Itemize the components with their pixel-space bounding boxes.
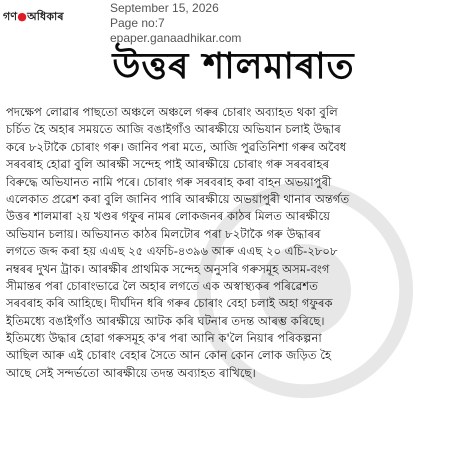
article-line: কৰে ৮২টাকৈ চোৰাং গৰু। জানিব পৰা মতে, আজি পুৱতিনিশা গৰুৰ অবৈধ <box>6 139 347 154</box>
article-line: এলেকাত প্ৰৱেশ কৰা বুলি জানিব পাৰি আৰক্ষীয়ে অভয়াপুৰী থানাৰ অন্তৰ্গত <box>6 191 350 206</box>
article-line: সৰবৰাহ কৰি আহিছে। দীৰ্ঘদিন ধৰি গৰুৰ চোৰাং বেহা চলাই অহা গফুৰক <box>6 296 333 311</box>
logo-dot-icon: ● <box>17 10 28 23</box>
edition-date: September 15, 2026 <box>110 1 219 15</box>
article-line: আছিল আৰু এই চোৰাং বেহাৰ সৈতে আন কোন কোন লোক জড়িত হৈ <box>6 348 332 363</box>
page-number: Page no:7 <box>110 16 165 30</box>
page-meta <box>110 1 241 46</box>
epaper-site-link[interactable]: epaper.ganaadhikar.com <box>110 31 242 45</box>
article-line: পদক্ষেপ লোৱাৰ পাছতো অঞ্চলে অঞ্চলে গৰুৰ চোৰাং অব্যাহত থকা বুলি <box>6 105 338 119</box>
article-line: সৰবৰাহ হোৱা বুলি আৰক্ষী সন্দেহ পাই আৰক্ষীয়ে চোৰাং গৰু সৰবৰাহৰ <box>6 157 330 172</box>
article-line: বিৰুদ্ধে অভিযানত নামি পৰে। চোৰাং গৰু সৰবৰাহ কৰা বাহন অভয়াপুৰী <box>6 174 332 189</box>
article-line: ইতিমধ্যে বঙাইগাঁও আৰক্ষীয়ে আটক কৰি ঘটনাৰ তদন্ত আৰম্ভ কৰিছে। <box>6 313 325 328</box>
newspaper-logo <box>3 8 64 27</box>
article-line: আছে সেই সন্দৰ্ভতো আৰক্ষীয়ে তদন্ত অব্যাহত ৰাখিছে। <box>6 365 256 380</box>
article-line: লগতে জব্দ কৰা হয় এএছ ২৫ এফচি-৪৩৯৬ আৰু এএছ ২০ এচি-২৮০৮ <box>6 244 338 259</box>
article-line: সীমান্তৰ পৰা চোৰাংভাৱে লৈ অহাৰ লগতে এক অস্বাস্থ্যকৰ পৰিৱেশত <box>6 278 318 293</box>
logo-text: গণ <box>3 10 18 23</box>
article-line: উত্তৰ শালমাৰা ২য় খণ্ডৰ গফুৰ নামৰ লোকজনৰ কাঠৰ মিলত আৰক্ষীয়ে <box>6 209 330 224</box>
article-line: চৰ্চিত হৈ অহাৰ সময়তে আজি বঙাইগাঁও আৰক্ষীয়ে অভিযান চলাই উদ্ধাৰ <box>6 122 341 137</box>
article-body <box>6 104 464 460</box>
logo-suffix: অধিকাৰ <box>27 10 64 23</box>
article-line: অভিযান চলায়। অভিযানত কাঠৰ মিলটোৰ পৰা ৮২টাকৈ গৰু উদ্ধাৰৰ <box>6 226 321 241</box>
article-headline: উত্তৰ শালমাৰাত <box>112 46 355 87</box>
article-line: নম্বৰৰ দুখন ট্ৰাক। আৰক্ষীৰ প্ৰাথমিক সন্দেহ অনুসৰি গৰুসমূহ অসম-বংগ <box>6 261 330 276</box>
article-line: ইতিমধ্যে উদ্ধাৰ হোৱা গৰুসমূহ ক'ৰ পৰা আনি ক'লৈ নিয়াৰ পৰিকল্পনা <box>6 331 322 346</box>
